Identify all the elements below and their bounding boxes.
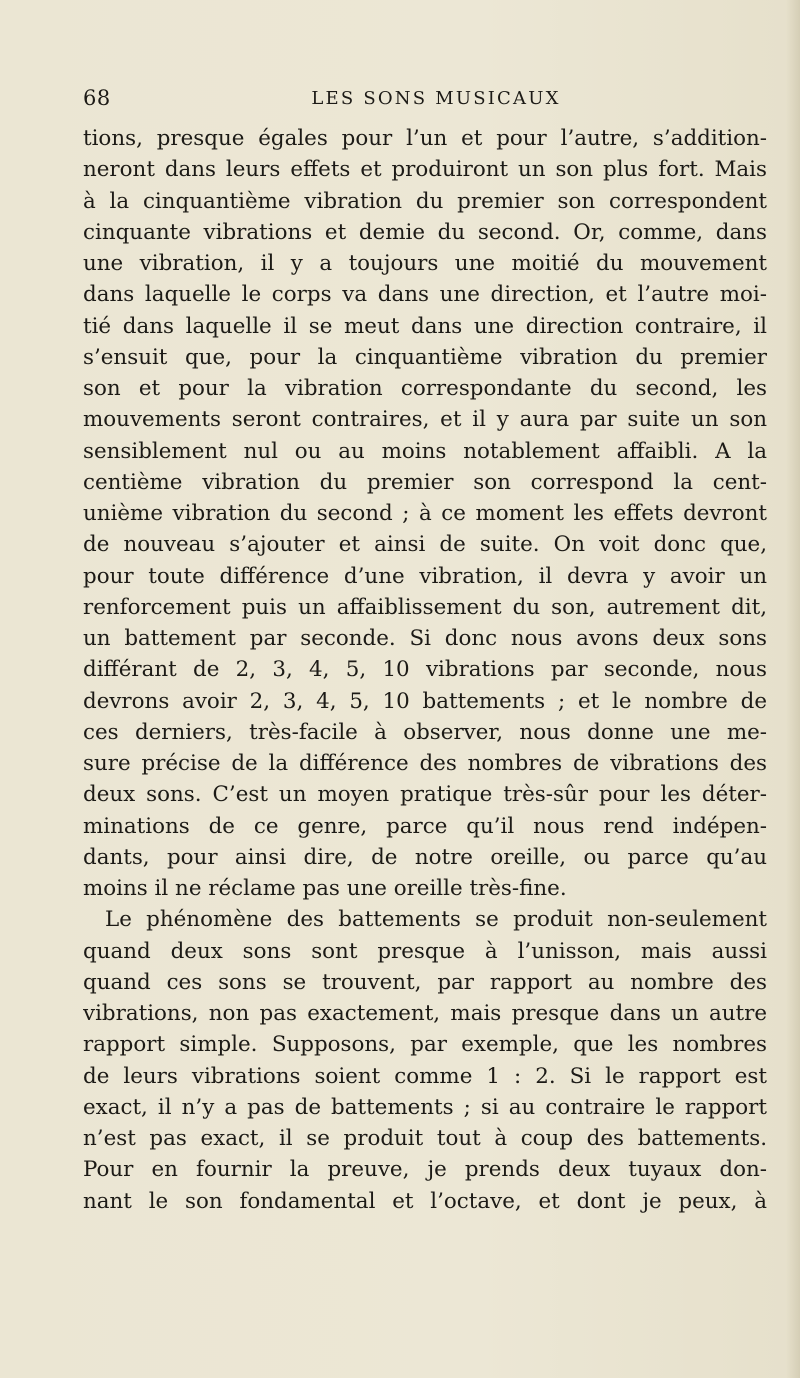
text-line: quand deux sons sont presque à l’unisson, mais aussi <box>83 938 767 964</box>
text-line: sure précise de la différence des nombres de vibrations des <box>83 751 767 776</box>
text-line: un battement par seconde. Si donc nous avons deux sons <box>83 626 767 651</box>
text-line: pour toute différence d’une vibration, il devra y avoir un <box>83 563 767 589</box>
running-title: LES SONS MUSICAUX <box>311 88 561 109</box>
text-line: dans laquelle le corps va dans une direction, et l’autre moi- <box>83 282 767 308</box>
text-line: tions, presque égales pour l’un et pour l’autre, s’addition- <box>83 126 767 151</box>
text-line: rapport simple. Supposons, par exemple, que les nombres <box>83 1032 767 1058</box>
text-line: minations de ce genre, parce qu’il nous rend indépen- <box>83 813 767 839</box>
text-line: son et pour la vibration correspondante du second, les <box>83 376 767 401</box>
text-line: nant le son fondamental et l’octave, et dont je peux, à <box>83 1188 767 1214</box>
text-line: s’ensuit que, pour la cinquantième vibration du premier <box>83 344 767 370</box>
text-line: deux sons. C’est un moyen pratique très-sûr pour les déter- <box>83 782 767 808</box>
text-line: devrons avoir 2, 3, 4, 5, 10 battements ; et le nombre de <box>83 688 767 714</box>
text-line: vibrations, non pas exactement, mais presque dans un autre <box>83 1001 767 1026</box>
text-line: de leurs vibrations soient comme 1 : 2. Si le rapport est <box>83 1063 767 1089</box>
page-number: 68 <box>83 86 111 110</box>
text-line: cinquante vibrations et demie du second. Or, comme, dans <box>83 219 767 245</box>
text-line: mouvements seront contraires, et il y aura par suite un son <box>83 407 767 433</box>
text-line: centième vibration du premier son correspond la cent- <box>83 469 767 495</box>
text-line: Pour en fournir la preuve, je prends deux tuyaux don- <box>83 1157 767 1183</box>
text-line: différant de 2, 3, 4, 5, 10 vibrations par seconde, nous <box>83 657 767 683</box>
text-line: neront dans leurs effets et produiront un son plus fort. Mais <box>83 157 767 183</box>
text-line: de nouveau s’ajouter et ainsi de suite. On voit donc que, <box>83 532 767 558</box>
text-line: dants, pour ainsi dire, de notre oreille, ou parce qu’au <box>83 844 767 870</box>
text-line: ces derniers, très-facile à observer, nous donne une me- <box>83 719 767 745</box>
page-edge-shadow <box>786 0 800 1378</box>
page-header <box>83 86 767 116</box>
body-text <box>83 123 767 1217</box>
paragraph-end-line: moins il ne réclame pas une oreille très-fine. <box>83 876 567 901</box>
text-line: tié dans laquelle il se meut dans une direction contraire, il <box>83 313 767 339</box>
text-line: exact, il n’y a pas de battements ; si au contraire le rapport <box>83 1094 767 1120</box>
text-line: à la cinquantième vibration du premier son correspondent <box>83 188 767 214</box>
text-line: unième vibration du second ; à ce moment les effets devront <box>83 501 767 526</box>
text-line: une vibration, il y a toujours une moitié du mouvement <box>83 251 767 276</box>
text-line: quand ces sons se trouvent, par rapport au nombre des <box>83 969 767 995</box>
text-line: n’est pas exact, il se produit tout à coup des battements. <box>83 1126 767 1151</box>
paragraph-start-line: Le phénomène des battements se produit non-seulement <box>105 907 767 933</box>
text-line: sensiblement nul ou au moins notablement affaibli. A la <box>83 438 767 464</box>
text-line: renforcement puis un affaiblissement du son, autrement dit, <box>83 594 767 620</box>
